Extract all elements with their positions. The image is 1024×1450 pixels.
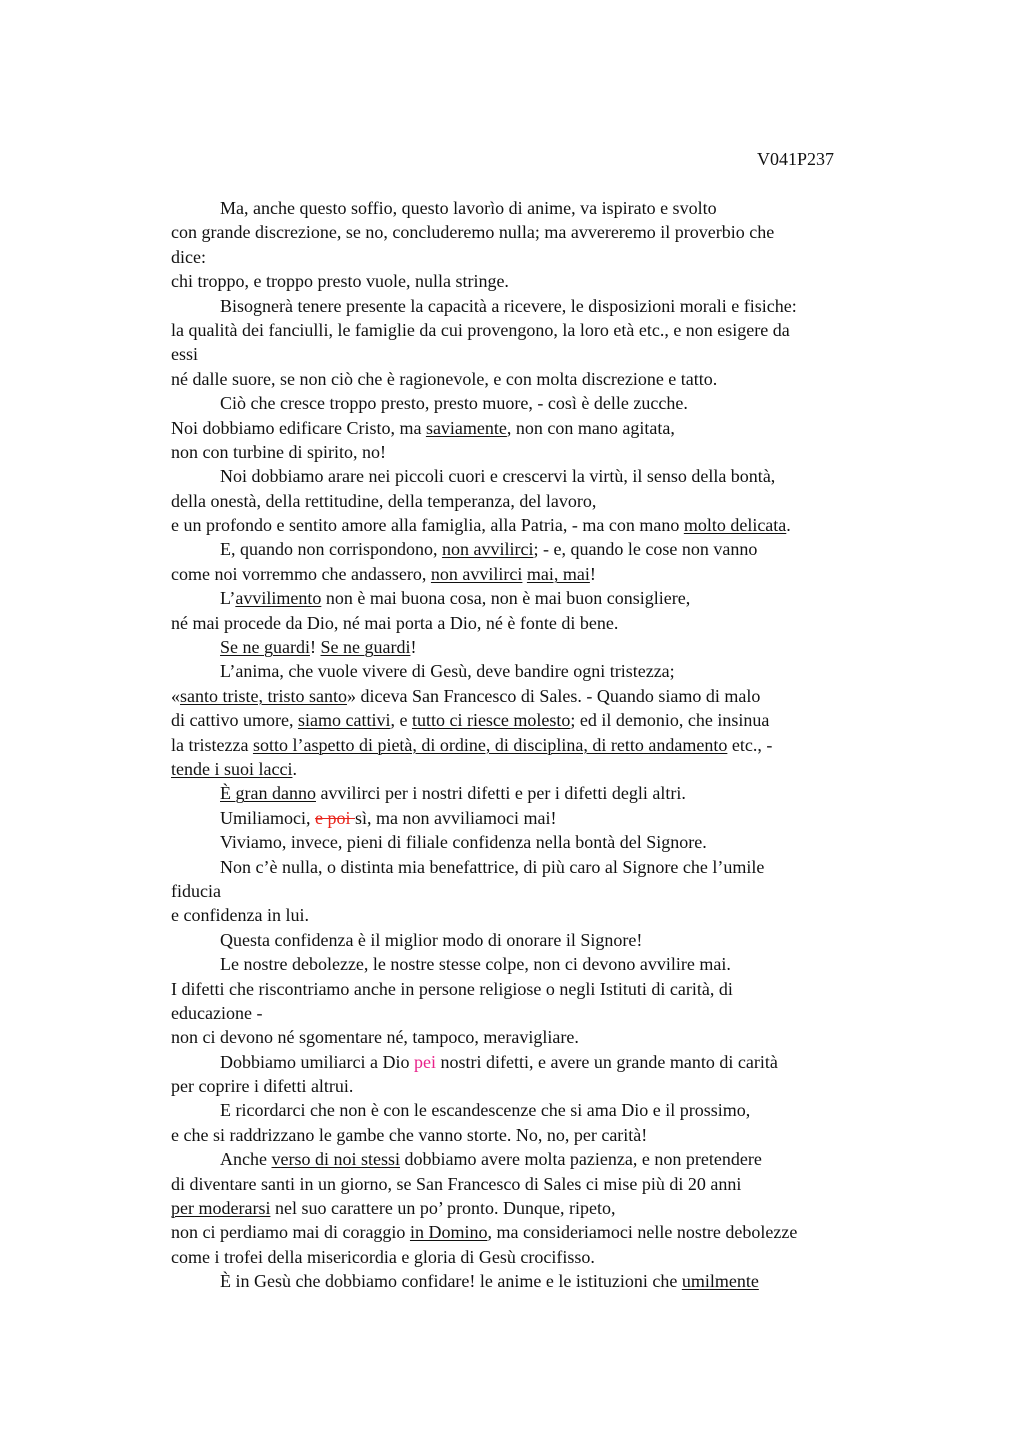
text-line <box>171 977 931 1001</box>
text-segment: . <box>786 515 791 536</box>
text-line <box>171 1147 931 1171</box>
text-segment: ! <box>410 637 417 658</box>
text-segment: ! <box>309 637 321 658</box>
underlined-text: Se ne guardi <box>320 637 411 658</box>
text-segment: e un profondo e sentito amore alla famiglia, alla Patria, - ma con mano <box>171 515 684 536</box>
text-line <box>171 562 931 586</box>
text-segment: né dalle suore, se non ciò che è ragionevole, e con molta discrezione e tatto. <box>171 368 718 389</box>
text-line <box>171 879 931 903</box>
underlined-text: umilmente <box>681 1271 759 1292</box>
text-segment: Umiliamoci, <box>220 807 315 828</box>
text-segment: E ricordarci che non è con le escandescenze che si ama Dio e il prossimo, <box>220 1100 751 1121</box>
text-segment: Dobbiamo umiliarci a Dio <box>220 1051 414 1072</box>
text-segment: dobbiamo avere molta pazienza, e non pretendere <box>399 1149 762 1170</box>
text-segment: Anche <box>220 1149 272 1170</box>
text-line <box>171 611 931 635</box>
text-line <box>171 1245 931 1269</box>
underlined-text: sotto l’aspetto di pietà, di ordine, di disciplina, di retto andamento <box>252 734 728 755</box>
text-segment: ; ed il demonio, che insinua <box>570 710 770 731</box>
text-line <box>171 757 931 781</box>
text-line <box>171 1098 931 1122</box>
text-segment: Noi dobbiamo edificare Cristo, ma <box>171 417 426 438</box>
text-segment: Questa confidenza è il miglior modo di onorare il Signore! <box>220 929 643 950</box>
text-line <box>171 416 931 440</box>
text-segment: essi <box>171 344 198 365</box>
text-segment: , ma consideriamoci nelle nostre debolezze <box>487 1222 798 1243</box>
text-segment: non ci perdiamo mai di coraggio <box>171 1222 410 1243</box>
text-line <box>171 684 931 708</box>
text-line <box>171 952 931 976</box>
text-segment: Non c’è nulla, o distinta mia benefattrice, di più caro al Signore che l’umile <box>220 856 765 877</box>
text-segment: Bisognerà tenere presente la capacità a ricevere, le disposizioni morali e fisiche: <box>220 295 797 316</box>
text-segment: educazione - <box>171 1002 263 1023</box>
letter-body <box>171 196 931 1294</box>
text-segment: come i trofei della misericordia e gloria di Gesù crocifisso. <box>171 1246 595 1267</box>
text-line <box>171 196 931 220</box>
text-segment: nel suo carattere un po’ pronto. Dunque, ripeto, <box>270 1198 616 1219</box>
underlined-text: tende i suoi lacci <box>171 758 293 779</box>
text-line <box>171 928 931 952</box>
text-line <box>171 1001 931 1025</box>
text-line <box>171 367 931 391</box>
text-segment: , e <box>390 710 412 731</box>
underlined-text: santo triste, tristo santo <box>180 685 347 706</box>
underlined-text: saviamente <box>425 417 507 438</box>
text-segment: L’anima, che vuole vivere di Gesù, deve bandire ogni tristezza; <box>220 661 675 682</box>
text-segment: ; - e, quando le cose non vanno <box>533 539 758 560</box>
text-line <box>171 903 931 927</box>
text-segment: di diventare santi in un giorno, se San Francesco di Sales ci mise più di 20 anni <box>171 1173 742 1194</box>
underlined-text: in Domino <box>409 1222 488 1243</box>
text-segment: Ma, anche questo soffio, questo lavorìo di anime, va ispirato e svolto <box>220 198 717 218</box>
text-line <box>171 342 931 366</box>
text-segment: come noi vorremmo che andassero, <box>171 563 431 584</box>
text-segment: per coprire i difetti altrui. <box>171 1076 354 1097</box>
text-segment: » diceva San Francesco di Sales. - Quando siamo di malo <box>346 685 761 706</box>
underlined-text: È gran danno <box>220 783 316 804</box>
underlined-text: verso di noi stessi <box>271 1149 400 1170</box>
text-segment: Ciò che cresce troppo presto, presto muore, - così è delle zucche. <box>220 393 688 414</box>
underlined-text: non avvilirci <box>441 539 534 560</box>
text-line <box>171 635 931 659</box>
text-segment: E, quando non corrispondono, <box>220 539 442 560</box>
text-segment: Le nostre debolezze, le nostre stesse colpe, non ci devono avvilire mai. <box>220 954 731 975</box>
text-line <box>171 464 931 488</box>
text-segment: non con turbine di spirito, no! <box>171 441 386 462</box>
text-line <box>171 586 931 610</box>
text-segment: È in Gesù che dobbiamo confidare! le anime e le istituzioni che <box>220 1271 682 1292</box>
text-segment: I difetti che riscontriamo anche in persone religiose o negli Istituti di carità, di <box>171 978 733 999</box>
underlined-text: tutto ci riesce molesto <box>411 710 571 731</box>
underlined-text: siamo cattivi <box>297 710 391 731</box>
deleted-text: e poi <box>314 807 355 828</box>
text-segment: né mai procede da Dio, né mai porta a Dio, né è fonte di bene. <box>171 612 619 633</box>
text-segment: avvilirci per i nostri difetti e per i difetti degli altri. <box>315 783 686 804</box>
text-line <box>171 391 931 415</box>
text-line <box>171 830 931 854</box>
text-segment: « <box>171 685 180 706</box>
text-segment: etc., - <box>727 734 773 755</box>
underlined-text: Se ne guardi <box>220 637 310 658</box>
page-identifier: V041P237 <box>757 149 835 169</box>
text-segment: non ci devono né sgomentare né, tampoco, meravigliare. <box>171 1027 579 1048</box>
text-line <box>171 489 931 513</box>
text-segment: della onestà, della rettitudine, della temperanza, del lavoro, <box>171 490 597 511</box>
text-line <box>171 220 931 244</box>
text-line <box>171 855 931 879</box>
underlined-text: mai, mai <box>526 563 590 584</box>
text-line <box>171 537 931 561</box>
text-segment: , non con mano agitata, <box>506 417 675 438</box>
text-line <box>171 733 931 757</box>
text-segment: la qualità dei fanciulli, le famiglie da cui provengono, la loro età etc., e non esigere da <box>171 319 790 340</box>
text-segment: dice: <box>171 246 206 267</box>
underlined-text: non avvilirci <box>430 563 523 584</box>
text-line <box>171 781 931 805</box>
text-segment: con grande discrezione, se no, concluderemo nulla; ma avvereremo il proverbio che <box>171 222 775 243</box>
underlined-text: per moderarsi <box>171 1198 271 1219</box>
text-segment: Viviamo, invece, pieni di filiale confidenza nella bontà del Signore. <box>220 832 707 853</box>
text-segment: la tristezza <box>171 734 253 755</box>
text-line <box>171 1123 931 1147</box>
text-line <box>171 806 931 830</box>
text-line <box>171 269 931 293</box>
text-segment: ! <box>589 563 596 584</box>
text-line <box>171 294 931 318</box>
text-line <box>171 708 931 732</box>
text-line <box>171 1025 931 1049</box>
text-segment: Noi dobbiamo arare nei piccoli cuori e crescervi la virtù, il senso della bontà, <box>220 466 776 487</box>
text-line <box>171 1172 931 1196</box>
text-line <box>171 318 931 342</box>
text-line <box>171 659 931 683</box>
text-line <box>171 1050 931 1074</box>
text-line <box>171 1220 931 1244</box>
text-line <box>171 1269 931 1293</box>
text-segment: non è mai buona cosa, non è mai buon consigliere, <box>321 588 691 609</box>
inserted-text: pei <box>413 1051 436 1072</box>
text-line <box>171 513 931 537</box>
text-line <box>171 245 931 269</box>
text-segment: e che si raddrizzano le gambe che vanno storte. No, no, per carità! <box>171 1124 648 1145</box>
text-line <box>171 1196 931 1220</box>
underlined-text: avvilimento <box>235 588 322 609</box>
text-segment: di cattivo umore, <box>171 710 298 731</box>
text-segment: nostri difetti, e avere un grande manto di carità <box>435 1051 778 1072</box>
text-segment: L’ <box>220 588 236 609</box>
text-line <box>171 440 931 464</box>
underlined-text: molto delicata <box>683 515 787 536</box>
text-segment: . <box>292 758 297 779</box>
text-line <box>171 1074 931 1098</box>
text-segment: e confidenza in lui. <box>171 905 309 926</box>
text-segment: sì, ma non avviliamoci mai! <box>354 807 557 828</box>
text-segment: chi troppo, e troppo presto vuole, nulla stringe. <box>171 271 509 292</box>
text-segment: fiducia <box>171 880 221 901</box>
